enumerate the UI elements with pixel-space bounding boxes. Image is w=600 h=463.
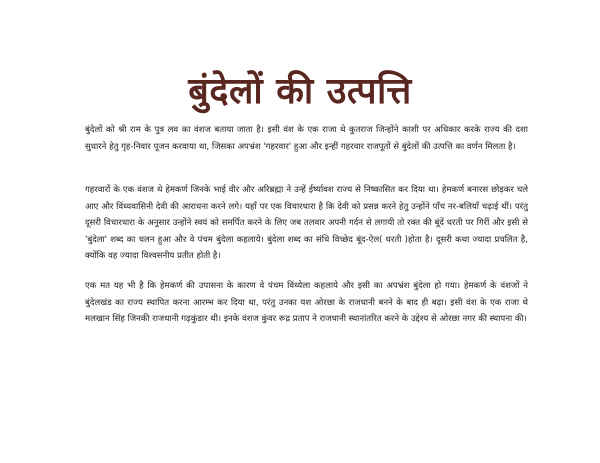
page-title: बुंदेलों की उत्पत्ति — [188, 71, 412, 112]
paragraph-origin-lav: बुंदेलों को श्री राम के पुत्र लव का वंशज बताया जाता है। इसी वंश के एक राजा थे कुतराज जिन्होंने काशी पर अधिकार करके राज्य की दशा सुधारने हेतु गृह-निवार पूजन करवाया था, जिसका अपभ्रंश 'गहरवार' हुआ और इन्हीं गहरवार राजपूतों से बुंदेलों की उत्पत्ति का वर्णन मिलता है। — [85, 125, 528, 152]
paragraph-orchha: एक मत यह भी है कि हेमकर्ण की उपासना के कारण वे पंचम विंध्येला कहलाये और इसी का अपभ्रंश बुंदेला हो गया। हेमकर्ण के वंशजों ने बुंदेलखंड का राज्य स्थापित करना आरम्भ कर दिया था, परंतु उनका यश ओरछा के राजधानी बनने के बाद ही बढ़ा। इसी वंश के एक राजा थे मलखान सिंह जिनकी राजधानी गढ़कुंडार थी। इनके वंशज कुंवर रूद्र प्रताप ने राजधानी स्थानांतरित करने के उद्देश्य से ओरछा नगर की स्थापना की। — [85, 281, 528, 324]
paragraph-hemkaran: गहरवारों के एक वंशज थे हेमकर्ण जिनके भाई वीर और अरिब्रह्मा ने उन्हें ईर्ष्यावश राज्य से निष्कासित कर दिया था। हेमकर्ण बनारस छोड़कर चले आए और विंध्यवासिनी देवी की आराधना करने लगे। यहाँ पर एक विचारधारा है कि देवी को प्रसन्न करने हेतु उन्होंने पाँच नर-बलियाँ चढ़ाई थीं। परंतु दूसरी विचारधारा के अनुसार उन्होंने स्वयं को समर्पित करने के लिए जब तलवार अपनी गर्दन से लगायी तो रक्त की बूंदें धरती पर गिरीं और इसी से 'बुंदेला' शब्द का चलन हुआ और वे पंचम बुंदेला कहलाये। बुंदेला शब्द का संधि विच्छेद बूंद-ऐल( धरती )होता है। दूसरी कथा ज्यादा प्रचलित है, क्योंकि वह ज्यादा विश्वसनीय प्रतीत होती है। — [85, 185, 528, 261]
